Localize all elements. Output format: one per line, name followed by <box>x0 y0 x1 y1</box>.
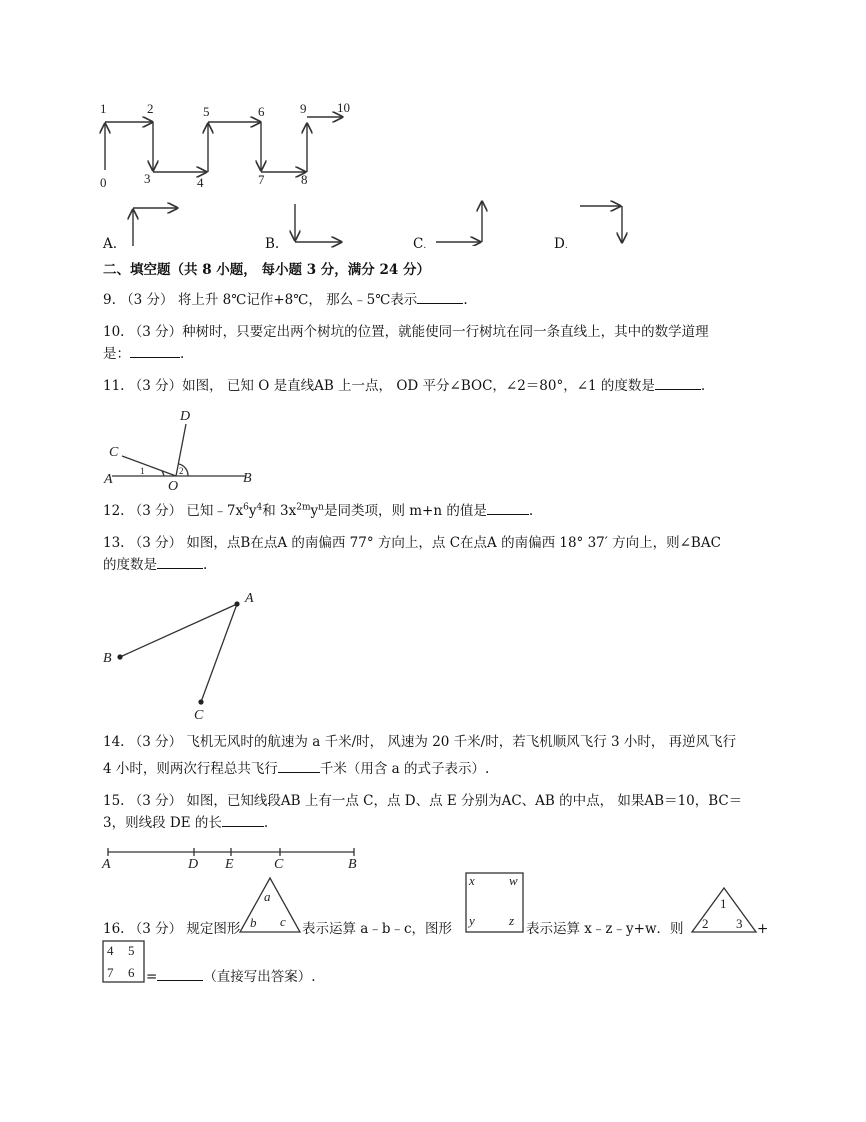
answer-blank-12[interactable] <box>487 502 529 515</box>
option-d-label: D. <box>554 236 568 252</box>
q16-sq2-bl: 7 <box>107 965 114 980</box>
q15-point-c: C <box>274 857 284 870</box>
q11-angle-1: 1 <box>140 466 145 476</box>
q13-point-a: A <box>245 591 254 606</box>
q15-point-d: D <box>188 857 199 870</box>
walk-label-2: 2 <box>147 101 154 116</box>
question-15-line1: 15. （3 分） 如图，已知线段AB 上有一点 C，点 D、点 E 分别为AC、AB 的中点， 如果AB＝10，BC＝ <box>103 793 743 809</box>
walk-label-7: 7 <box>258 172 265 187</box>
answer-blank-9[interactable] <box>417 291 463 304</box>
q16-square-xwyz <box>465 872 525 934</box>
option-c-figure[interactable] <box>432 196 492 246</box>
q16-sq-y: y <box>469 913 475 928</box>
walk-label-8: 8 <box>301 172 308 187</box>
q16-triangle-abc <box>238 874 302 934</box>
q11-angle-2: 2 <box>179 466 184 476</box>
walk-label-4: 4 <box>197 175 204 190</box>
q16-sq2-br: 6 <box>128 965 135 980</box>
walk-label-3: 3 <box>144 171 151 186</box>
q16-sq-z: z <box>509 913 515 928</box>
q11-point-d: D <box>180 409 191 424</box>
walk-label-9: 9 <box>300 101 307 116</box>
q16-sq2-tl: 4 <box>107 943 114 958</box>
question-13-line2: 的度数是 . <box>103 557 208 573</box>
question-16-mid1: 表示运算 a﹣b﹣c，图形 <box>302 921 453 937</box>
q13-figure <box>100 588 270 724</box>
question-15-line2: 3，则线段 DE 的长 . <box>103 815 269 831</box>
q15-figure <box>100 842 370 870</box>
section-title: 二、填空题（共 8 小题， 每小题 3 分，满分 24 分） <box>103 262 430 278</box>
q16-tri2-top: 1 <box>720 896 727 911</box>
answer-blank-16[interactable] <box>157 968 203 981</box>
q11-point-o: O <box>168 479 179 492</box>
q16-sq2-tr: 5 <box>128 943 135 958</box>
walk-label-6: 6 <box>258 104 265 119</box>
q16-tri2-bl: 2 <box>702 916 709 931</box>
q13-point-b: B <box>103 651 112 666</box>
option-d-figure[interactable] <box>576 198 636 248</box>
option-b-figure[interactable] <box>287 200 347 250</box>
q15-point-e: E <box>225 857 234 870</box>
q11-point-a: A <box>104 472 113 487</box>
q15-point-a: A <box>102 857 111 870</box>
option-a-label: A. <box>103 236 118 252</box>
question-11: 11. （3 分）如图， 已知 O 是直线AB 上一点， OD 平分∠BOC，∠2＝80°，∠1 的度数是 . <box>103 378 706 394</box>
q16-sq-w: w <box>509 873 518 888</box>
question-16-plus: + <box>757 921 769 937</box>
question-10-line2: 是： . <box>103 346 185 362</box>
q16-tri-c: c <box>280 914 286 929</box>
question-13-line1: 13. （3 分） 如图，点B在点A 的南偏西 77° 方向上，点 C在点A 的南偏西 18° 37′ 方向上，则∠BAC <box>103 535 721 551</box>
question-10-line1: 10. （3 分）种树时，只要定出两个树坑的位置，就能使同一行树坑在同一条直线上，其中的数学道理 <box>103 324 709 340</box>
q11-point-b: B <box>243 471 252 486</box>
question-16-tail: = （直接写出答案）. <box>146 969 316 985</box>
q16-tri-a: a <box>264 889 271 904</box>
answer-blank-14[interactable] <box>278 760 320 773</box>
q16-square-4576 <box>102 940 146 984</box>
answer-blank-11[interactable] <box>655 377 701 390</box>
walk-label-10: 10 <box>337 100 350 115</box>
question-16-mid2: 表示运算 x﹣z﹣y+w．则 <box>526 921 684 937</box>
q16-sq-x: x <box>469 873 475 888</box>
q11-figure <box>100 404 270 492</box>
q13-point-c: C <box>194 708 204 723</box>
question-14-line1: 14. （3 分） 飞机无风时的航速为 a 千米/时， 风速为 20 千米/时，若飞机顺风飞行 3 小时， 再逆风飞行 <box>103 734 737 750</box>
question-14-line2: 4 小时，则两次行程总共飞行 千米（用含 a 的式子表示）. <box>103 761 490 777</box>
walk-label-1: 1 <box>100 101 107 116</box>
q15-point-b: B <box>348 857 357 870</box>
question-16-pre: 16. （3 分） 规定图形 <box>103 921 241 937</box>
q16-tri-b: b <box>250 915 257 930</box>
answer-blank-13[interactable] <box>157 556 203 569</box>
answer-blank-15[interactable] <box>222 814 264 827</box>
walk-label-5: 5 <box>203 104 210 119</box>
answer-blank-10[interactable] <box>130 345 180 358</box>
walk-label-0: 0 <box>100 175 107 190</box>
option-a-figure[interactable] <box>125 200 185 250</box>
question-12: 12. （3 分） 已知$﹣7x^6y^4$和 $3x^{2m}y^n$是同类项，则 m+n 的值是 . <box>103 502 534 519</box>
option-c-label: C. <box>413 236 427 252</box>
option-b-label: B. <box>265 236 280 252</box>
q16-tri2-br: 3 <box>736 916 743 931</box>
q11-point-c: C <box>109 445 119 460</box>
walk-figure <box>96 98 366 193</box>
question-9: 9. （3 分） 将上升 8℃记作+8℃， 那么﹣5℃表示 . <box>103 292 468 308</box>
q16-triangle-123 <box>690 886 758 934</box>
